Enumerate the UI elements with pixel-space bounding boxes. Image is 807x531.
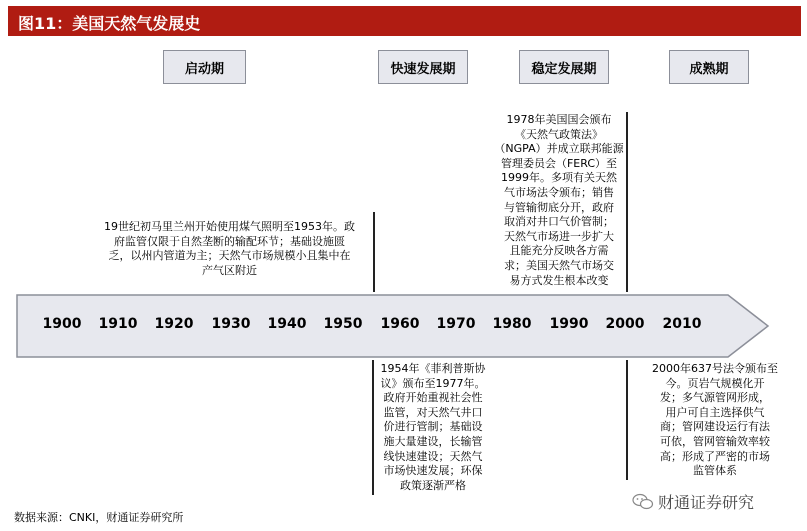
year-label: 1920: [154, 316, 194, 332]
phase-mature: 成熟期: [669, 50, 749, 84]
watermark-text: 财通证券研究: [658, 493, 755, 512]
year-label: 1950: [323, 316, 363, 332]
wechat-icon: [632, 493, 654, 511]
watermark: [632, 490, 754, 513]
year-label: 2010: [662, 316, 702, 332]
divider-line-2000: [626, 360, 628, 480]
event-1978: 1978年美国国会颁布 《天然气政策法》 （NGPA）并成立联邦能源 管理委员会（FERC）至 1999年。多项有关天然 气市场法令颁布；销售 与管输彻底分开，政府 取消对井口气价管制； 天然气市场进一步扩大 且能充分反映各方需 求；美国天然气市场交 易方式发生根本改变: [494, 113, 624, 287]
event-early: 19世纪初马里兰州开始使用煤气照明至1953年。政 府监管仅限于自然垄断的输配环节；基础设施匮 乏，以州内管道为主；天然气市场规模小且集中在 产气区附近: [104, 220, 355, 277]
year-label: 2000: [605, 316, 645, 332]
event-1954: 1954年《菲利普斯协 议》颁布至1977年。 政府开始重视社会性 监管，对天然气井口 价进行管制；基础设 施大量建设，长输管 线快速建设；天然气 市场快速发展；环保 政策逐渐严格: [380, 362, 486, 492]
year-label: 1910: [98, 316, 138, 332]
figure-title: 图11：美国天然气发展史: [18, 14, 201, 33]
year-label: 1930: [211, 316, 251, 332]
year-label: 1970: [436, 316, 476, 332]
year-label: 1980: [492, 316, 532, 332]
event-2000: 2000年637号法令颁布至 今。页岩气规模化开 发；多气源管网形成， 用户可自主选择供气 商；管网建设运行有法 可依，管网管输效率较 高；形成了严密的市场 监管体系: [652, 362, 778, 478]
year-label: 1960: [380, 316, 420, 332]
source-note: 数据来源：CNKI，财通证券研究所: [14, 511, 184, 524]
divider-line-1953: [373, 212, 375, 292]
year-label: 1940: [267, 316, 307, 332]
phase-startup: 启动期: [163, 50, 246, 84]
year-label: 1990: [549, 316, 589, 332]
year-label: 1900: [42, 316, 82, 332]
divider-line-1999: [626, 112, 628, 292]
phase-stable-growth: 稳定发展期: [519, 50, 609, 84]
phase-rapid-growth: 快速发展期: [378, 50, 468, 84]
title-bar: [8, 6, 801, 36]
